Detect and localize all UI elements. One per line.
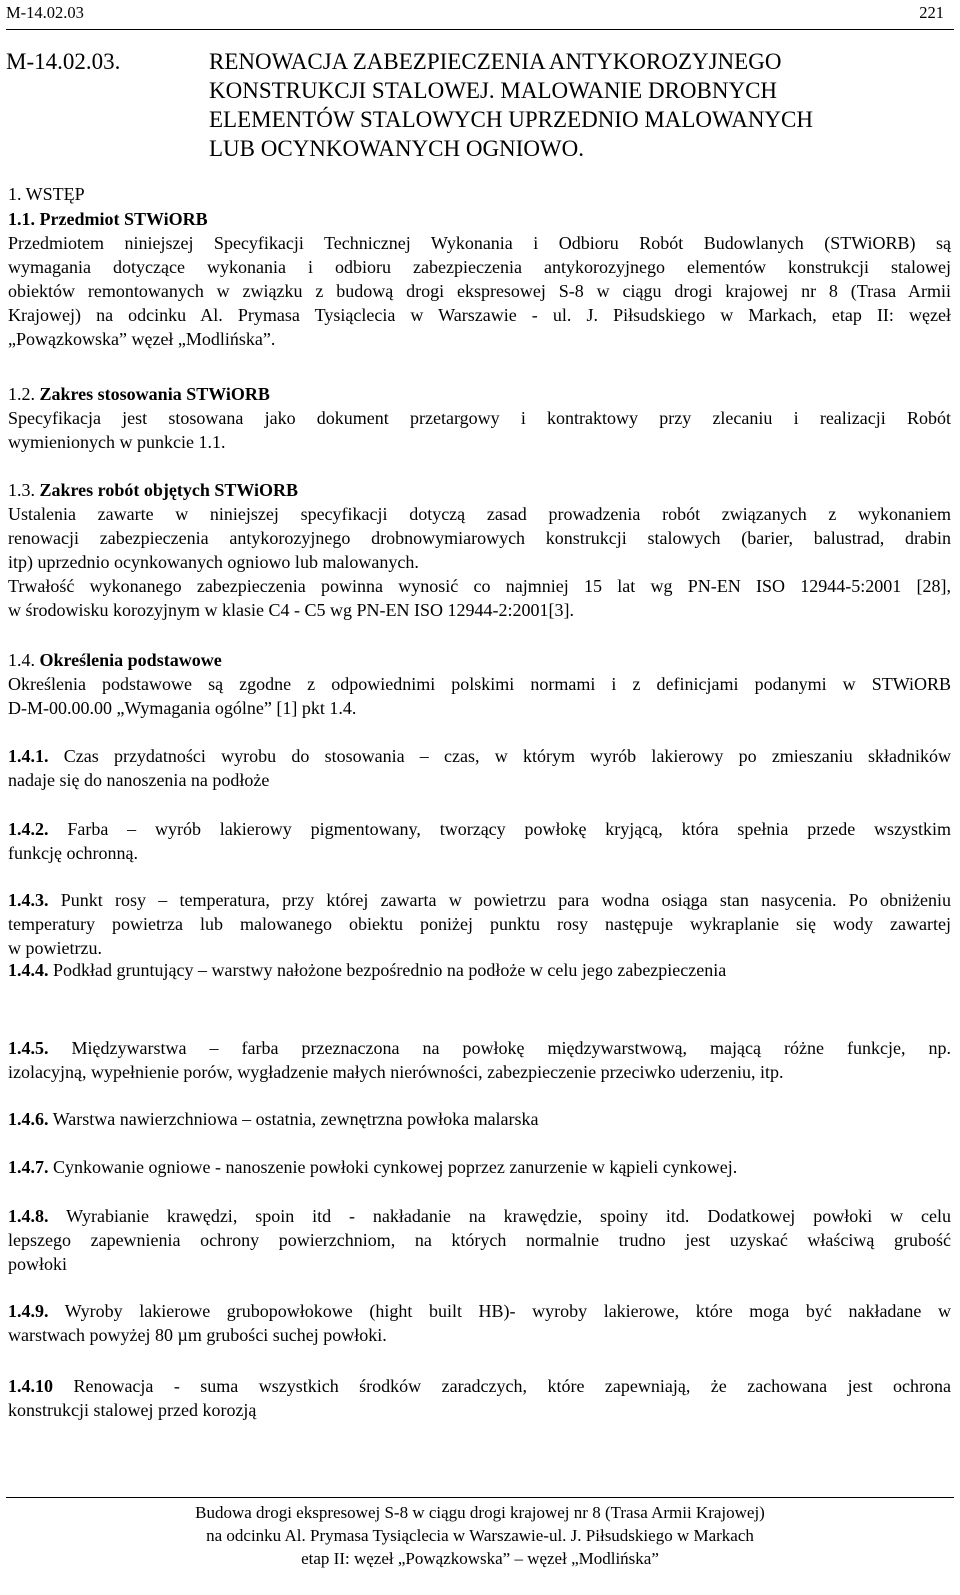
definition-number: 1.4.4. xyxy=(8,960,49,980)
definition-line: w powietrzu. xyxy=(8,938,102,958)
definition-1-4-1 xyxy=(8,744,951,792)
paragraph-line: Krajowej) na odcinku Al. Prymasa Tysiąclecia w Warszawie - ul. J. Piłsudskiego w Markach, etap II: węzeł xyxy=(8,305,951,325)
definition-1-4-3 xyxy=(8,888,951,960)
footer-line: etap II: węzeł „Powązkowska” – węzeł „Modlińska” xyxy=(301,1549,659,1568)
paragraph-line: obiektów remontowanych w związku z budową drogi ekspresowej S-8 w ciągu drogi krajowej nr 8 (Trasa Armii xyxy=(8,281,951,301)
definition-1-4-10 xyxy=(8,1374,951,1422)
paragraph-line: itp) uprzednio ocynkowanych ogniowo lub malowanych. xyxy=(8,552,419,572)
running-header-code: M-14.02.03 xyxy=(6,3,84,22)
definition-1-4-5 xyxy=(8,1036,951,1084)
paragraph-line: wymagania dotyczące wykonania i odbioru zabezpieczenia antykorozyjnego elementów konstrukcji stalowej xyxy=(8,257,951,277)
section-heading: 1.1. Przedmiot STWiORB xyxy=(8,209,208,229)
section-heading-wstep: 1. WSTĘP xyxy=(8,184,85,204)
definition-line: izolacyjną, wypełnienie porów, wygładzenie małych nierówności, zabezpieczenie przeciwko uderzeniu, itp. xyxy=(8,1062,784,1082)
footer-line: na odcinku Al. Prymasa Tysiąclecia w Warszawie-ul. J. Piłsudskiego w Markach xyxy=(206,1526,754,1545)
definition-1-4-7 xyxy=(8,1155,951,1179)
definition-number: 1.4.5. xyxy=(8,1038,49,1058)
definition-line: 1.4.2. Farba – wyrób lakierowy pigmentowany, tworzący powłokę kryjącą, która spełnia przede wszystkim xyxy=(8,819,952,839)
footer-rule xyxy=(6,1497,954,1498)
definition-line: 1.4.1. Czas przydatności wyrobu do stosowania – czas, w którym wyrób lakierowy po zmieszaniu składników xyxy=(8,746,952,766)
definition-line: 1.4.3. Punkt rosy – temperatura, przy której zawarta w powietrzu para wodna osiąga stan nasycenia. Po obniżeniu xyxy=(8,890,951,910)
definition-line: 1.4.5. Międzywarstwa – farba przeznaczona na powłokę międzywarstwową, mającą różne funkcje, np. xyxy=(8,1038,952,1058)
definition-number: 1.4.6. xyxy=(8,1109,49,1129)
definition-1-4-4 xyxy=(8,958,951,982)
definition-line: funkcję ochronną. xyxy=(8,843,138,863)
paragraph-line: Określenia podstawowe są zgodne z odpowiednimi polskimi normami i z definicjami podanymi w STWiORB xyxy=(8,674,951,694)
section-1-4 xyxy=(8,648,951,720)
definition-1-4-2 xyxy=(8,817,951,865)
paragraph-line: Ustalenia zawarte w niniejszej specyfikacji dotyczą zasad prowadzenia robót związanych z wykonaniem xyxy=(8,504,951,524)
title-line: RENOWACJA ZABEZPIECZENIA ANTYKOROZYJNEGO xyxy=(209,49,782,74)
paragraph-line: Trwałość wykonanego zabezpieczenia powinna wynosić co najmniej 15 lat wg PN-EN ISO 12944-5:2001 [28], xyxy=(8,576,951,596)
definition-number: 1.4.10 xyxy=(8,1376,53,1396)
definition-line: 1.4.4. Podkład gruntujący – warstwy nałożone bezpośrednio na podłoże w celu jego zabezpieczenia xyxy=(8,960,727,980)
section-1-3 xyxy=(8,478,951,622)
definition-number: 1.4.7. xyxy=(8,1157,49,1177)
paragraph-line: Specyfikacja jest stosowana jako dokument przetargowy i kontraktowy przy zlecaniu i realizacji Robót xyxy=(8,408,951,428)
paragraph-line: w środowisku korozyjnym w klasie C4 - C5 wg PN-EN ISO 12944-2:2001[3]. xyxy=(8,600,574,620)
definition-line: nadaje się do nanoszenia na podłoże xyxy=(8,770,270,790)
section-heading: 1.4. Określenia podstawowe xyxy=(8,650,222,670)
section-1-2 xyxy=(8,382,951,454)
page-number: 221 xyxy=(919,3,944,22)
paragraph-line: D-M-00.00.00 „Wymagania ogólne” [1] pkt 1.4. xyxy=(8,698,357,718)
definition-line: 1.4.10 Renowacja - suma wszystkich środków zaradczych, które zapewniają, że zachowana jest ochrona xyxy=(8,1376,952,1396)
definition-number: 1.4.1. xyxy=(8,746,49,766)
definition-line: lepszego zapewnienia ochrony powierzchniom, na których normalnie trudno jest uzyskać właściwą grubość xyxy=(8,1230,951,1250)
definition-line: konstrukcji stalowej przed korozją xyxy=(8,1400,257,1420)
document-code: M-14.02.03. xyxy=(6,49,121,74)
title-line: ELEMENTÓW STALOWYCH UPRZEDNIO MALOWANYCH xyxy=(209,107,813,132)
section-1-1 xyxy=(8,207,951,351)
definition-number: 1.4.8. xyxy=(8,1206,49,1226)
header-rule xyxy=(6,29,954,30)
definition-number: 1.4.9. xyxy=(8,1301,49,1321)
definition-1-4-6 xyxy=(8,1107,951,1131)
definition-1-4-9 xyxy=(8,1299,951,1347)
definition-line: powłoki xyxy=(8,1254,68,1274)
paragraph-line: renowacji zabezpieczenia antykorozyjnego drobnowymiarowych konstrukcji stalowych (barier, balustrad, drabin xyxy=(8,528,951,548)
definition-line: warstwach powyżej 80 µm grubości suchej powłoki. xyxy=(8,1325,387,1345)
paragraph-line: „Powązkowska” węzeł „Modlińska”. xyxy=(8,329,276,349)
title-line: LUB OCYNKOWANYCH OGNIOWO. xyxy=(209,136,584,161)
definition-line: 1.4.8. Wyrabianie krawędzi, spoin itd - nakładanie na krawędzie, spoiny itd. Dodatkowej powłoki w celu xyxy=(8,1206,951,1226)
definition-1-4-8 xyxy=(8,1204,951,1276)
paragraph-line: Przedmiotem niniejszej Specyfikacji Technicznej Wykonania i Odbioru Robót Budowlanych (STWiORB) są xyxy=(8,233,951,253)
title-line: KONSTRUKCJI STALOWEJ. MALOWANIE DROBNYCH xyxy=(209,78,778,103)
footer-line: Budowa drogi ekspresowej S-8 w ciągu drogi krajowej nr 8 (Trasa Armii Krajowej) xyxy=(195,1503,765,1522)
definition-line: 1.4.9. Wyroby lakierowe grubopowłokowe (hight built HB)- wyroby lakierowe, które moga być nakładane w xyxy=(8,1301,951,1321)
definition-line: 1.4.7. Cynkowanie ogniowe - nanoszenie powłoki cynkowej poprzez zanurzenie w kąpieli cynkowej. xyxy=(8,1157,738,1177)
document-title xyxy=(209,47,813,163)
definition-line: temperatury powietrza lub malowanego obiektu poniżej punktu rosy następuje wykraplanie się wody zawartej xyxy=(8,914,951,934)
section-heading: 1.2. Zakres stosowania STWiORB xyxy=(8,384,270,404)
definition-number: 1.4.3. xyxy=(8,890,49,910)
section-heading: 1.3. Zakres robót objętych STWiORB xyxy=(8,480,299,500)
paragraph-line: wymienionych w punkcie 1.1. xyxy=(8,432,226,452)
definition-number: 1.4.2. xyxy=(8,819,49,839)
definition-line: 1.4.6. Warstwa nawierzchniowa – ostatnia, zewnętrzna powłoka malarska xyxy=(8,1109,539,1129)
